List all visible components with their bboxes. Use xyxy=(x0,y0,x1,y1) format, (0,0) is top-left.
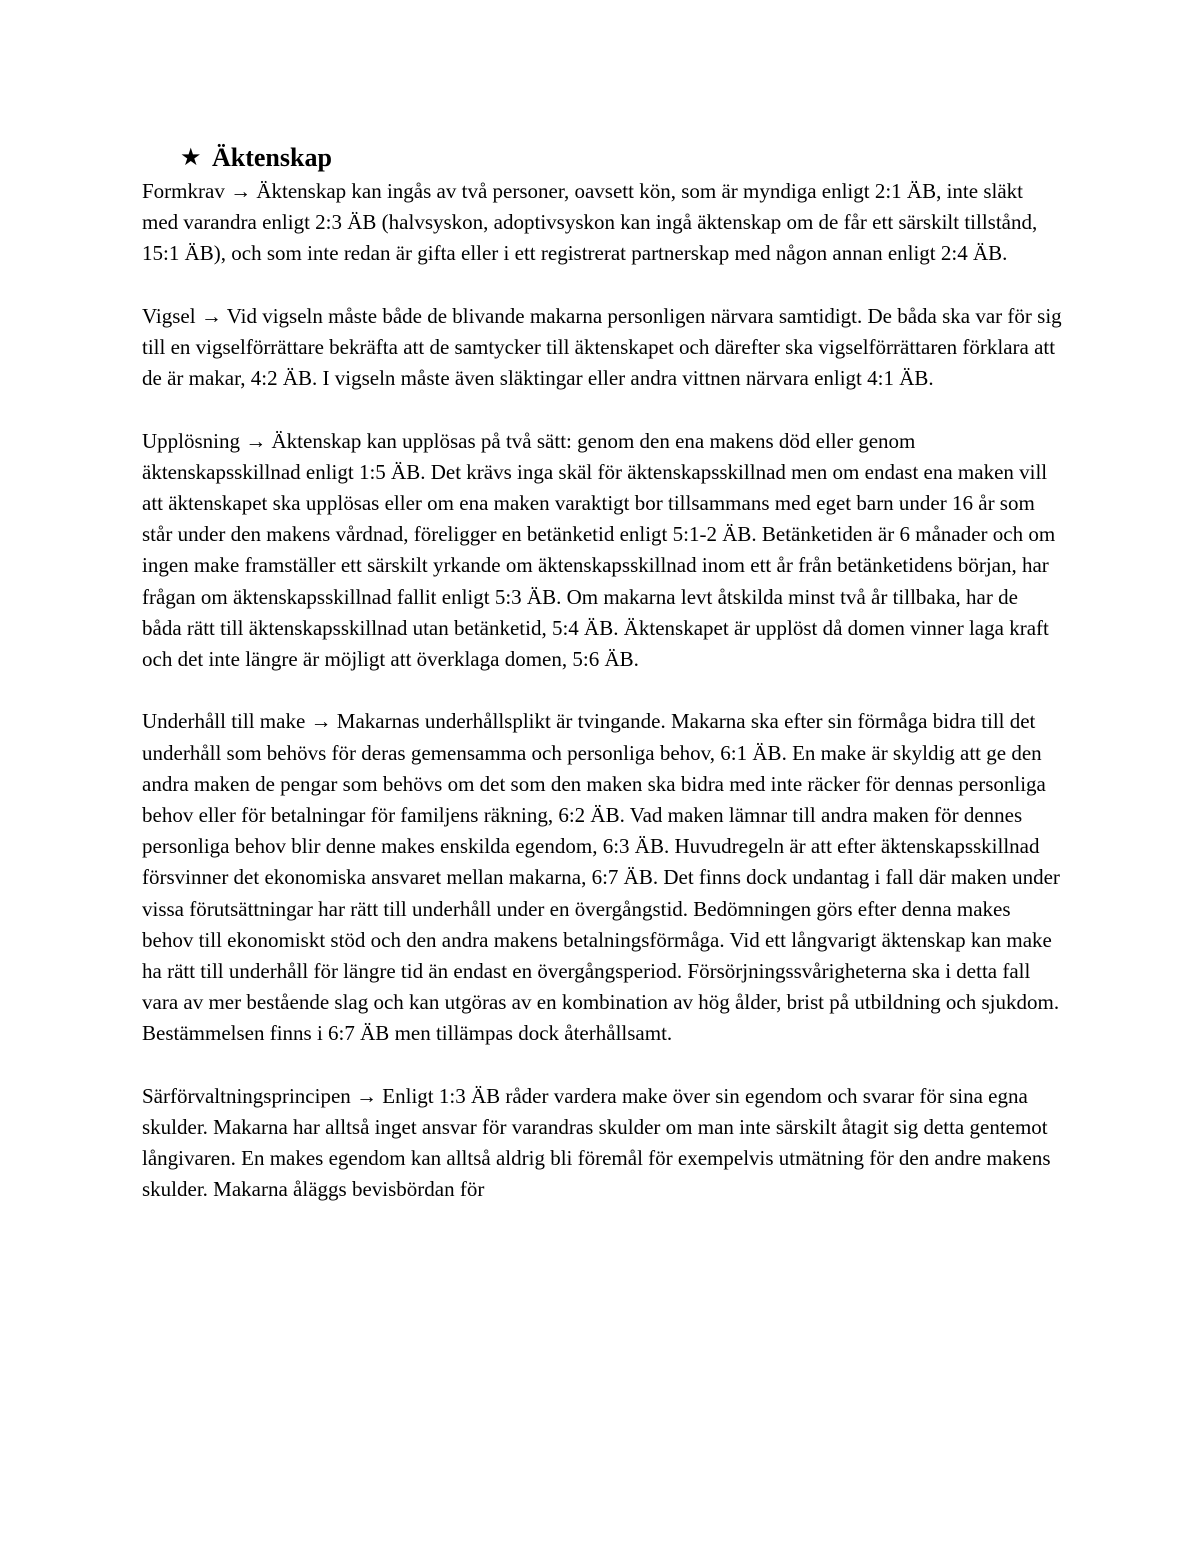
paragraph-sarforvaltning xyxy=(142,1081,1062,1206)
arrow-glyph: → xyxy=(224,179,257,203)
paragraph-vigsel xyxy=(142,301,1062,395)
star-icon: ★ xyxy=(180,145,202,171)
paragraph-upplosning xyxy=(142,426,1062,676)
document-body xyxy=(142,176,1062,1237)
arrow-glyph: → xyxy=(240,428,272,453)
section-heading xyxy=(180,141,332,175)
paragraph-text: Äktenskap kan upplösas på två sätt: genom den ena makens död eller genom äktenskapsskillnad enligt 1:5 ÄB. Det krävs inga skäl för äktenskapsskillnad men om endast ena maken vill att äktenskapet ska upplösas eller om ena maken varaktigt bor tillsammans med eget barn under 16 år som står under den makens vårdnad, föreligger en betänketid enligt 5:1-2 ÄB. Betänketiden är 6 månader och om ingen make framställer ett särskilt yrkande om äktenskapsskillnad inom ett år från betänketidens början, har frågan om äktenskapsskillnad fallit enligt 5:3 ÄB. Om makarna levt åtskilda minst två år tillbaka, har de båda rätt till äktenskapsskillnad utan betänketid, 5:4 ÄB. Äktenskapet är upplöst då domen vinner laga kraft och det inte längre är möjligt att överklaga domen, 5:6 ÄB. xyxy=(142,428,1056,672)
paragraph-underhall xyxy=(142,706,1062,1049)
arrow-glyph: → xyxy=(195,303,227,328)
paragraph-text: Makarnas underhållsplikt är tvingande. Makarna ska efter sin förmåga bidra till det underhåll som behövs för deras gemensamma och personliga behov, 6:1 ÄB. En make är skyldig att ge den andra maken de pengar som behövs om det som den maken ska bidra med inte räcker för dennas personliga behov eller för betalningar för familjens räkning, 6:2 ÄB. Vad maken lämnar till andra maken för dennes personliga behov blir denne makes enskilda egendom, 6:3 ÄB. Huvudregeln är att efter äktenskapsskillnad försvinner det ekonomiska ansvaret mellan makarna, 6:7 ÄB. Det finns dock undantag i fall där maken under vissa förutsättningar har rätt till underhåll under en övergångstid. Bedömningen görs efter denna makes behov till ekonomiskt stöd och den andra makens betalningsförmåga. Vid ett långvarigt äktenskap kan make ha rätt till underhåll för längre tid än endast en övergångsperiod. Försörjningssvårigheterna ska i detta fall vara av mer bestående slag och kan utgöras av en kombination av hög ålder, brist på utbildning och sjukdom. Bestämmelsen finns i 6:7 ÄB men tillämpas dock återhållsamt. xyxy=(142,709,1060,1046)
paragraph-term: Särförvaltningsprincipen xyxy=(142,1083,351,1108)
paragraph-text: Äktenskap kan ingås av två personer, oavsett kön, som är myndiga enligt 2:1 ÄB, inte släkt med varandra enligt 2:3 ÄB (halvsyskon, adoptivsyskon kan ingå äktenskap om de får ett särskilt tillstånd, 15:1 ÄB), och som inte redan är gifta eller i ett registrerat partnerskap med någon annan enligt 2:4 ÄB. xyxy=(142,179,1038,266)
arrow-glyph: → xyxy=(305,709,337,734)
paragraph-term: Upplösning xyxy=(142,428,241,453)
section-title: Äktenskap xyxy=(212,143,332,172)
paragraph-term: Formkrav xyxy=(142,179,225,203)
paragraph-text: Vid vigseln måste både de blivande makarna personligen närvara samtidigt. De båda ska var för sig till en vigselförrättare bekräfta att de samtycker till äktenskapet och därefter ska vigselförrättaren förklara att de är makar, 4:2 ÄB. I vigseln måste även släktingar eller andra vittnen närvara enligt 4:1 ÄB. xyxy=(142,303,1062,391)
paragraph-formkrav xyxy=(142,176,1062,270)
paragraph-text: Enligt 1:3 ÄB råder vardera make över sin egendom och svarar för sina egna skulder. Makarna har alltså inget ansvar för varandras skulder om man inte särskilt åtagit sig detta gentemot långivaren. En makes egendom kan alltså aldrig bli föremål för exempelvis utmätning för den andre makens skulder. Makarna åläggs bevisbördan för xyxy=(142,1083,1051,1202)
paragraph-term: Underhåll till make xyxy=(142,709,306,734)
arrow-glyph: → xyxy=(350,1083,383,1108)
paragraph-term: Vigsel xyxy=(142,303,196,328)
